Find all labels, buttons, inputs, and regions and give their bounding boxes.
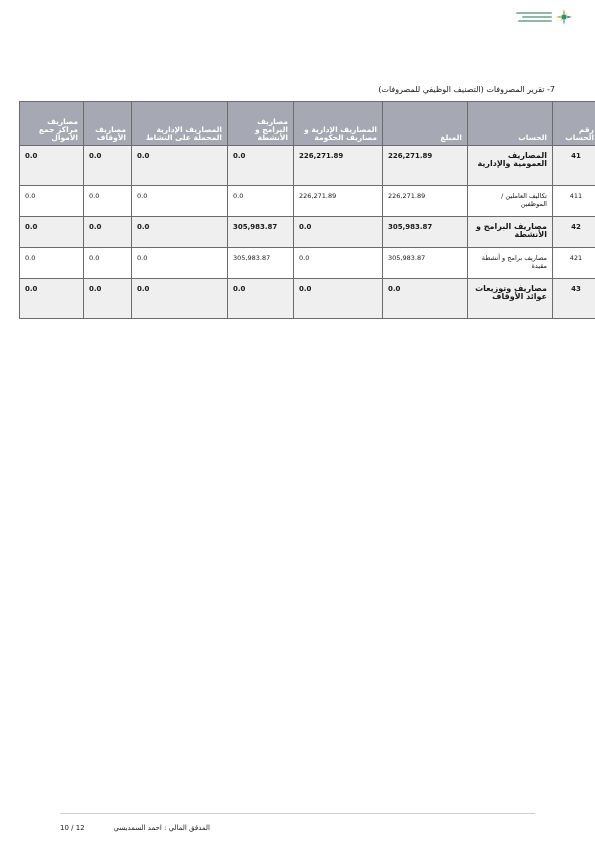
amount-cell: 305,983.87: [383, 217, 468, 248]
ministry-logo-icon: [555, 8, 573, 26]
program-expenses-cell: 0.0: [228, 279, 294, 319]
account-number: 43: [553, 279, 595, 319]
header-fundraising-expenses: مصاريف مراكز جمع الأموال: [20, 102, 84, 146]
table-row: [20, 146, 595, 186]
account-number: 411: [553, 186, 595, 217]
table-header-row: [20, 102, 595, 146]
program-expenses-cell: 0.0: [228, 146, 294, 186]
section-title: 7- تقرير المصروفات (التصنيف الوظيفي للمصروفات): [378, 85, 555, 94]
account-number: 421: [553, 248, 595, 279]
allocated-expenses-cell: 0.0: [132, 146, 228, 186]
account-name: مصاريف البرامج و الأنشطة: [468, 217, 553, 248]
expenses-table: [19, 101, 595, 319]
fundraising-expenses-cell: 0.0: [20, 146, 84, 186]
allocated-expenses-cell: 0.0: [132, 186, 228, 217]
header-account-number: رقم الحساب: [553, 102, 595, 146]
footer-divider: [60, 813, 535, 814]
table-row: [20, 248, 595, 279]
header-program-expenses: مصاريف البرامج و الأنشطة: [228, 102, 294, 146]
fundraising-expenses-cell: 0.0: [20, 217, 84, 248]
awqaf-expenses-cell: 0.0: [84, 217, 132, 248]
account-name: تكاليف العاملين / الموظفين: [468, 186, 553, 217]
logo-wordmark: [516, 12, 552, 22]
admin-expenses-cell: 0.0: [294, 279, 383, 319]
account-name: المصاريف العمومية والإدارية: [468, 146, 553, 186]
program-expenses-cell: 305,983.87: [228, 217, 294, 248]
admin-expenses-cell: 226,271.89: [294, 146, 383, 186]
awqaf-expenses-cell: 0.0: [84, 146, 132, 186]
admin-expenses-cell: 0.0: [294, 248, 383, 279]
header-admin-expenses: المصاريف الإدارية و مصاريف الحكومة: [294, 102, 383, 146]
admin-expenses-cell: 0.0: [294, 217, 383, 248]
header-awqaf-expenses: مصاريف الأوقاف: [84, 102, 132, 146]
fundraising-expenses-cell: 0.0: [20, 279, 84, 319]
header-account: الحساب: [468, 102, 553, 146]
ministry-logo: [513, 6, 573, 28]
amount-cell: 226,271.89: [383, 186, 468, 217]
header-amount: المبلغ: [383, 102, 468, 146]
admin-expenses-cell: 226,271.89: [294, 186, 383, 217]
table-row: [20, 186, 595, 217]
fundraising-expenses-cell: 0.0: [20, 186, 84, 217]
awqaf-expenses-cell: 0.0: [84, 248, 132, 279]
footer-auditor: المدقق المالي : احمد السمديسي: [113, 824, 210, 832]
amount-cell: 0.0: [383, 279, 468, 319]
fundraising-expenses-cell: 0.0: [20, 248, 84, 279]
account-name: مصاريف برامج و أنشطة مقيدة: [468, 248, 553, 279]
program-expenses-cell: 305,983.87: [228, 248, 294, 279]
page-number: 10 / 12: [60, 824, 85, 832]
amount-cell: 226,271.89: [383, 146, 468, 186]
allocated-expenses-cell: 0.0: [132, 248, 228, 279]
allocated-expenses-cell: 0.0: [132, 279, 228, 319]
awqaf-expenses-cell: 0.0: [84, 279, 132, 319]
account-name: مصاريف وتوزيعات عوائد الأوقاف: [468, 279, 553, 319]
allocated-expenses-cell: 0.0: [132, 217, 228, 248]
program-expenses-cell: 0.0: [228, 186, 294, 217]
table-row: [20, 279, 595, 319]
amount-cell: 305,983.87: [383, 248, 468, 279]
header-allocated-admin-expenses: المصاريف الإدارية المحملة على النشاط: [132, 102, 228, 146]
account-number: 41: [553, 146, 595, 186]
awqaf-expenses-cell: 0.0: [84, 186, 132, 217]
table-row: [20, 217, 595, 248]
account-number: 42: [553, 217, 595, 248]
